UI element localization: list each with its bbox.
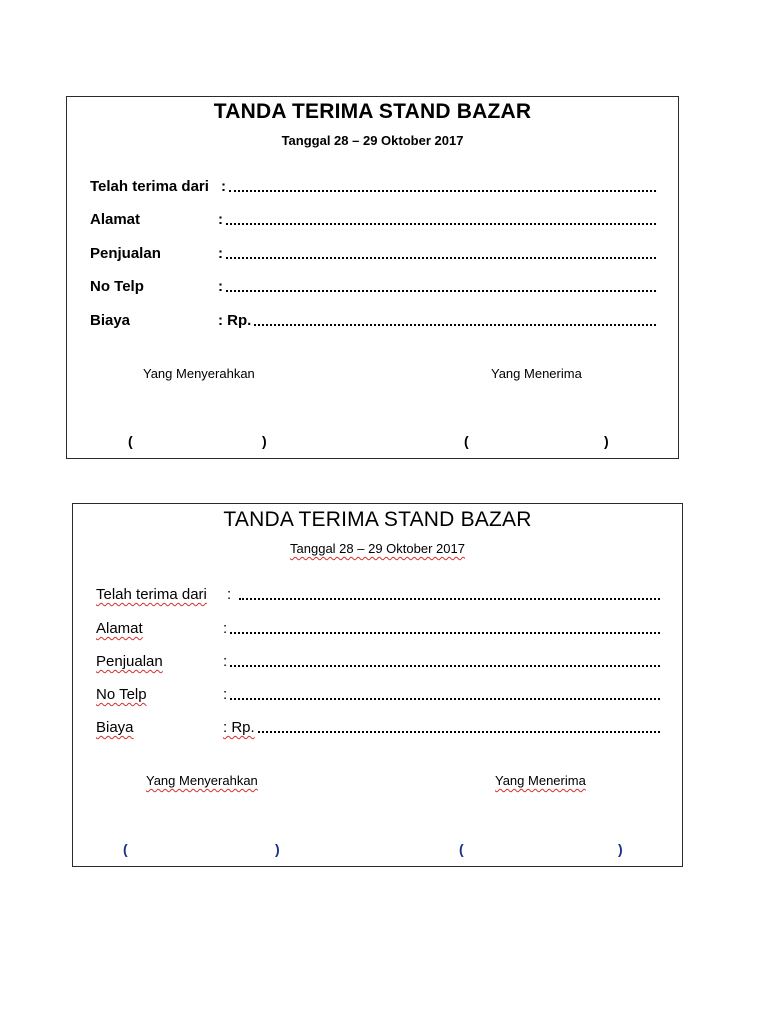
receipt-title: TANDA TERIMA STAND BAZAR [213, 100, 532, 123]
receipt-date-text: Tanggal 28 – 29 Oktober 2017 [290, 541, 465, 556]
sender-signature-close-paren: ) [275, 841, 280, 857]
dotted-fill-line[interactable] [226, 223, 656, 225]
receiver-signature-open-paren: ( [464, 433, 469, 449]
field-penjualan [90, 242, 656, 262]
field-separator: : [218, 278, 223, 295]
dotted-fill-line[interactable] [230, 698, 660, 700]
dotted-fill-line[interactable] [226, 290, 656, 292]
receipt-form-2 [72, 503, 683, 867]
field-no-telp [96, 683, 660, 703]
field-separator: : [221, 178, 226, 195]
dotted-fill-line[interactable] [230, 665, 660, 667]
dotted-fill-line[interactable] [239, 598, 660, 600]
field-penjualan [96, 650, 660, 670]
field-label: Penjualan [96, 653, 163, 670]
field-label: Alamat [90, 211, 141, 228]
receiver-label [495, 773, 586, 788]
receiver-signature-open-paren: ( [459, 841, 464, 857]
field-telah-terima-dari [90, 175, 656, 195]
dotted-fill-line[interactable] [230, 632, 660, 634]
dotted-fill-line[interactable] [226, 257, 656, 259]
field-separator: : [227, 586, 232, 603]
field-separator: : [223, 620, 228, 637]
field-alamat [96, 617, 660, 637]
field-label: Biaya [90, 312, 131, 329]
receiver-signature-close-paren: ) [604, 433, 609, 449]
dotted-fill-line[interactable] [229, 190, 656, 192]
dotted-fill-line[interactable] [258, 731, 660, 733]
receipt-title: TANDA TERIMA STAND BAZAR [223, 508, 532, 531]
sender-label: Yang Menyerahkan [143, 366, 255, 381]
field-alamat [90, 208, 656, 228]
sender-signature-open-paren: ( [128, 433, 133, 449]
field-separator: : [218, 245, 223, 262]
field-separator: : Rp. [218, 312, 252, 329]
receipt-form-1 [66, 96, 679, 459]
receipt-date: Tanggal 28 – 29 Oktober 2017 [281, 133, 464, 148]
field-separator: : Rp. [223, 719, 255, 736]
field-biaya [90, 309, 656, 329]
receiver-label-text: Yang Menerima [495, 773, 586, 788]
field-label: No Telp [96, 686, 147, 703]
sender-label-text: Yang Menyerahkan [146, 773, 258, 788]
field-label: Penjualan [90, 245, 161, 262]
receiver-label: Yang Menerima [491, 366, 582, 381]
sender-signature-close-paren: ) [262, 433, 267, 449]
field-label: Telah terima dari [90, 178, 209, 195]
field-separator: : [223, 653, 228, 670]
field-separator: : [218, 211, 223, 228]
field-label: Telah terima dari [96, 586, 207, 603]
field-biaya [96, 716, 660, 736]
field-telah-terima-dari [96, 583, 660, 603]
sender-signature-open-paren: ( [123, 841, 128, 857]
receiver-signature-close-paren: ) [618, 841, 623, 857]
receipt-date [73, 541, 682, 556]
field-no-telp [90, 275, 656, 295]
field-label: No Telp [90, 278, 144, 295]
sender-label [146, 773, 258, 788]
field-separator: : [223, 686, 228, 703]
field-label: Biaya [96, 719, 134, 736]
dotted-fill-line[interactable] [254, 324, 656, 326]
field-label: Alamat [96, 620, 143, 637]
